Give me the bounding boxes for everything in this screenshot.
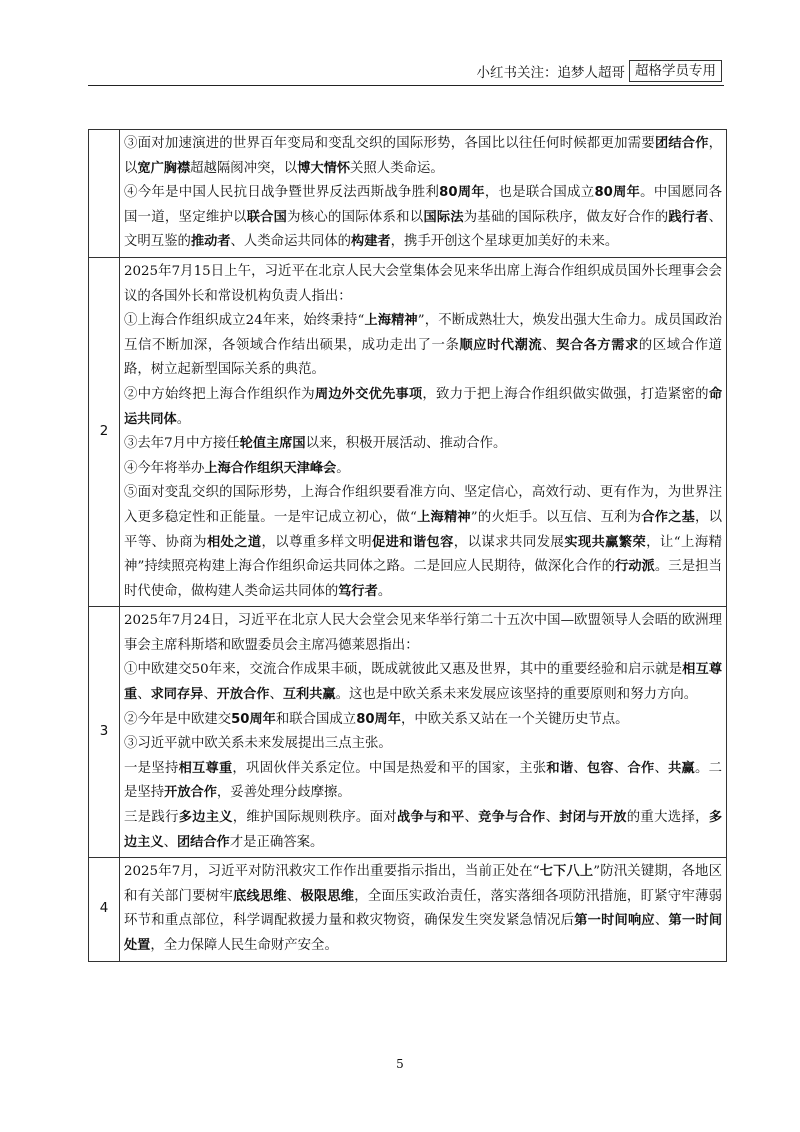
text-run: ，携手开创这个星球更加美好的未来。 — [390, 234, 619, 250]
paragraph — [124, 757, 722, 806]
bold-text: 契合各方需求 — [556, 337, 639, 353]
text-run: 、 — [613, 760, 628, 776]
bold-text: 实现共赢繁荣 — [564, 534, 647, 550]
header-source: 小红书关注：追梦人超哥 — [476, 65, 625, 81]
paragraph — [124, 658, 722, 707]
text-run: ”的火炬手。以互信、互利为 — [470, 509, 642, 525]
bold-text: 第一时间处置 — [124, 913, 723, 953]
paragraph — [124, 806, 722, 855]
text-run: 三是践行 — [124, 810, 179, 826]
text-run: 、 — [286, 888, 301, 904]
bold-text: 命运共同体 — [124, 386, 723, 427]
row-content — [120, 257, 727, 606]
text-run: ④今年将举办 — [124, 460, 205, 476]
bold-text: 上海合作组织天津峰会 — [204, 460, 337, 476]
text-run: ，也是联合国成立 — [484, 185, 595, 201]
row-number: 3 — [89, 607, 120, 858]
paragraph — [124, 732, 722, 757]
text-run: 的区域合作道路，树立起新型国际关系的典范。 — [124, 337, 723, 378]
bold-text: 开放合作 — [164, 785, 217, 801]
bold-text: 80周年 — [439, 185, 485, 201]
bold-text: 包容 — [586, 760, 614, 776]
text-run: 。 — [176, 411, 191, 427]
text-run: ③面对加速演进的世界百年变局和变乱交织的国际形势，各国比以往任何时候都更加需要 — [124, 136, 655, 151]
text-run: ⑤面对变乱交织的国际形势，上海合作组织要看准方向、坚定信心，高效行动、更有作为，为世界注入更多稳定性和正能量。一是牢记成立初心，做“ — [124, 485, 722, 525]
bold-text: 求同存异 — [150, 687, 204, 703]
bold-text: 七下八上 — [539, 864, 594, 880]
text-run: 、 — [163, 834, 177, 850]
text-run: 的重大选择， — [626, 810, 709, 826]
text-run: 。这也是中欧关系未来发展应该坚持的重要原则和努力方向。 — [335, 687, 698, 703]
text-run: 、 — [203, 687, 217, 703]
bold-text: 相处之道 — [206, 534, 262, 550]
bold-text: 合作 — [627, 760, 655, 776]
table-row — [89, 858, 727, 961]
text-run: ③习近平就中欧关系未来发展提出三点主张。 — [124, 736, 392, 752]
text-run: 和联合国成立 — [275, 711, 357, 727]
table-row — [89, 130, 727, 258]
paragraph — [124, 609, 722, 658]
text-run: 。 — [336, 460, 350, 476]
page-header — [477, 60, 723, 82]
header-tag: 超格学员专用 — [629, 60, 722, 82]
bold-text: 相互尊重 — [178, 760, 233, 776]
text-run: 、 — [573, 760, 587, 776]
text-run: 为基础的国际秩序，做友好合作的 — [463, 209, 669, 225]
bold-text: 开放合作 — [216, 687, 270, 703]
bold-text: 多边主义 — [124, 810, 723, 850]
bold-text: 推动者 — [190, 234, 231, 250]
bold-text: 行动派 — [615, 559, 655, 575]
text-run: ，维护国际规则秩序。面对 — [232, 810, 397, 826]
row-number — [89, 130, 120, 258]
bold-text: 互利共赢 — [282, 687, 336, 703]
text-run: ，妥善处理分歧摩擦。 — [216, 785, 351, 801]
text-run: 、 — [464, 810, 479, 826]
row-number: 2 — [89, 257, 120, 606]
paragraph — [124, 383, 722, 432]
bold-text: 国际法 — [423, 209, 464, 225]
bold-text: 第一时间响应 — [574, 913, 655, 929]
bold-text: 相互尊重 — [124, 662, 723, 703]
text-run: ④今年是中国人民抗日战争暨世界反法西斯战争胜利 — [124, 185, 440, 201]
text-run: 才是正确答案。 — [229, 834, 324, 850]
text-run: ，以谋求共同发展 — [453, 534, 565, 550]
paragraph — [124, 309, 722, 383]
text-run: 为核心的国际体系和以 — [287, 209, 424, 225]
bold-text: 轮值主席国 — [239, 436, 306, 452]
bold-text: 封闭与开放 — [559, 810, 627, 826]
bold-text: 80周年 — [356, 711, 401, 727]
text-run: 、 — [137, 687, 151, 703]
paragraph — [124, 481, 722, 604]
text-run: ①中欧建交50年来，交流合作成果丰硕，既成就彼此又惠及世界，其中的重要经验和启示就是 — [124, 662, 683, 678]
text-run: 、文明互鉴的 — [124, 209, 723, 250]
bold-text: 合作之基 — [641, 509, 695, 525]
text-run: 关照人类命运。 — [350, 160, 444, 176]
text-run: 、 — [542, 337, 557, 353]
row-content — [120, 130, 727, 258]
paragraph — [124, 860, 722, 958]
text-run: ，让“上海精神”持续照亮构建上海合作组织命运共同体之路。二是回应人民期待，做深化合作的 — [124, 534, 723, 575]
text-run: 2025年7月24日，习近平在北京人民大会堂会见来华举行第二十五次中国—欧盟领导人会晤的欧洲理事会主席科斯塔和欧盟委员会主席冯德莱恩指出： — [124, 613, 722, 653]
text-run: 。 — [377, 583, 392, 599]
page-number: 5 — [396, 1057, 404, 1071]
text-run: 。二是坚持 — [124, 760, 723, 801]
bold-text: 促进和谐包容 — [372, 534, 454, 550]
row-number: 4 — [89, 858, 120, 961]
paragraph — [124, 132, 722, 181]
table-row — [89, 607, 727, 858]
bold-text: 竞争与合作 — [478, 810, 546, 826]
text-run: ”，不断成熟壮大，焕发出强大生命力。成员国政治互信不断加深，各领域合作结出硕果，成功走出了一条 — [124, 313, 723, 353]
text-run: 2025年7月，习近平对防汛救灾工作作出重要指示指出，当前正处在“ — [124, 864, 540, 880]
text-run: ，巩固伙伴关系定位。中国是热爱和平的国家，主张 — [232, 760, 547, 776]
bold-text: 笃行者 — [338, 583, 378, 599]
text-run: 、 — [654, 913, 669, 929]
text-run: ②中方始终把上海合作组织作为 — [124, 386, 315, 402]
paragraph — [124, 260, 722, 309]
text-run: 、 — [545, 810, 560, 826]
text-run: ，以尊重多样文明 — [261, 534, 373, 550]
bold-text: 极限思维 — [300, 888, 355, 904]
bold-text: 底线思维 — [233, 888, 287, 904]
text-run: ，致力于把上海合作组织做实做强，打造紧密的 — [422, 386, 709, 402]
text-run: ”防汛关键期，各地区和有关部门要树牢 — [124, 864, 722, 904]
text-run: 、 — [269, 687, 283, 703]
text-run: 、 — [654, 760, 669, 776]
text-run: 。中国愿同各国一道，坚定维护以 — [124, 185, 723, 225]
text-run: ，以 — [124, 136, 723, 176]
paragraph — [124, 708, 722, 733]
row-content — [120, 858, 727, 961]
bold-text: 上海精神 — [364, 313, 418, 329]
text-run: 、人类命运共同体的 — [230, 234, 352, 250]
row-content — [120, 607, 727, 858]
bold-text: 多边主义 — [178, 810, 233, 826]
text-run: 。三是担当时代使命，做构建人类命运共同体的 — [124, 559, 723, 599]
bold-text: 构建者 — [351, 234, 391, 250]
text-run: 一是坚持 — [124, 760, 179, 776]
text-run: ，中欧关系又站在一个关键历史节点。 — [400, 711, 629, 727]
table-row — [89, 257, 727, 606]
paragraph — [124, 432, 722, 457]
text-run: ，全面压实政治责任，落实落细各项防汛措施，盯紧守牢薄弱环节和重点部位，科学调配救援力量和救灾物资，确保发生突发紧急情况后 — [124, 888, 723, 929]
text-run: 以来，积极开展活动、推动合作。 — [305, 436, 507, 452]
bold-text: 博大情怀 — [297, 160, 351, 176]
bold-text: 践行者 — [668, 209, 709, 225]
bold-text: 周边外交优先事项 — [314, 386, 423, 402]
text-run: ③去年7月中方接任 — [124, 436, 240, 452]
text-run: ①上海合作组织成立24年来，始终秉持“ — [124, 313, 365, 329]
bold-text: 共赢 — [668, 760, 696, 776]
paragraph — [124, 457, 722, 482]
bold-text: 和谐 — [546, 760, 574, 776]
content-table — [88, 129, 727, 962]
text-run: 2025年7月15日上午，习近平在北京人民大会堂集体会见来华出席上海合作组织成员国外长理事会会议的各国外长和常设机构负责人指出： — [124, 263, 722, 304]
header-rule — [88, 85, 724, 86]
bold-text: 顺应时代潮流 — [459, 337, 543, 353]
bold-text: 宽广胸襟 — [137, 160, 191, 176]
text-run: ，全力保障人民生命财产安全。 — [150, 938, 338, 953]
text-run: ②今年是中欧建交 — [124, 711, 232, 727]
bold-text: 战争与和平 — [397, 810, 465, 826]
bold-text: 50周年 — [231, 711, 276, 727]
text-run: ，以平等、协商为 — [124, 509, 722, 550]
bold-text: 团结合作 — [654, 136, 709, 151]
bold-text: 上海精神 — [416, 509, 471, 525]
bold-text: 联合国 — [246, 209, 288, 225]
bold-text: 80周年 — [594, 185, 641, 201]
text-run: 超越隔阂冲突，以 — [190, 160, 298, 176]
paragraph — [124, 181, 722, 255]
bold-text: 团结合作 — [176, 834, 230, 850]
